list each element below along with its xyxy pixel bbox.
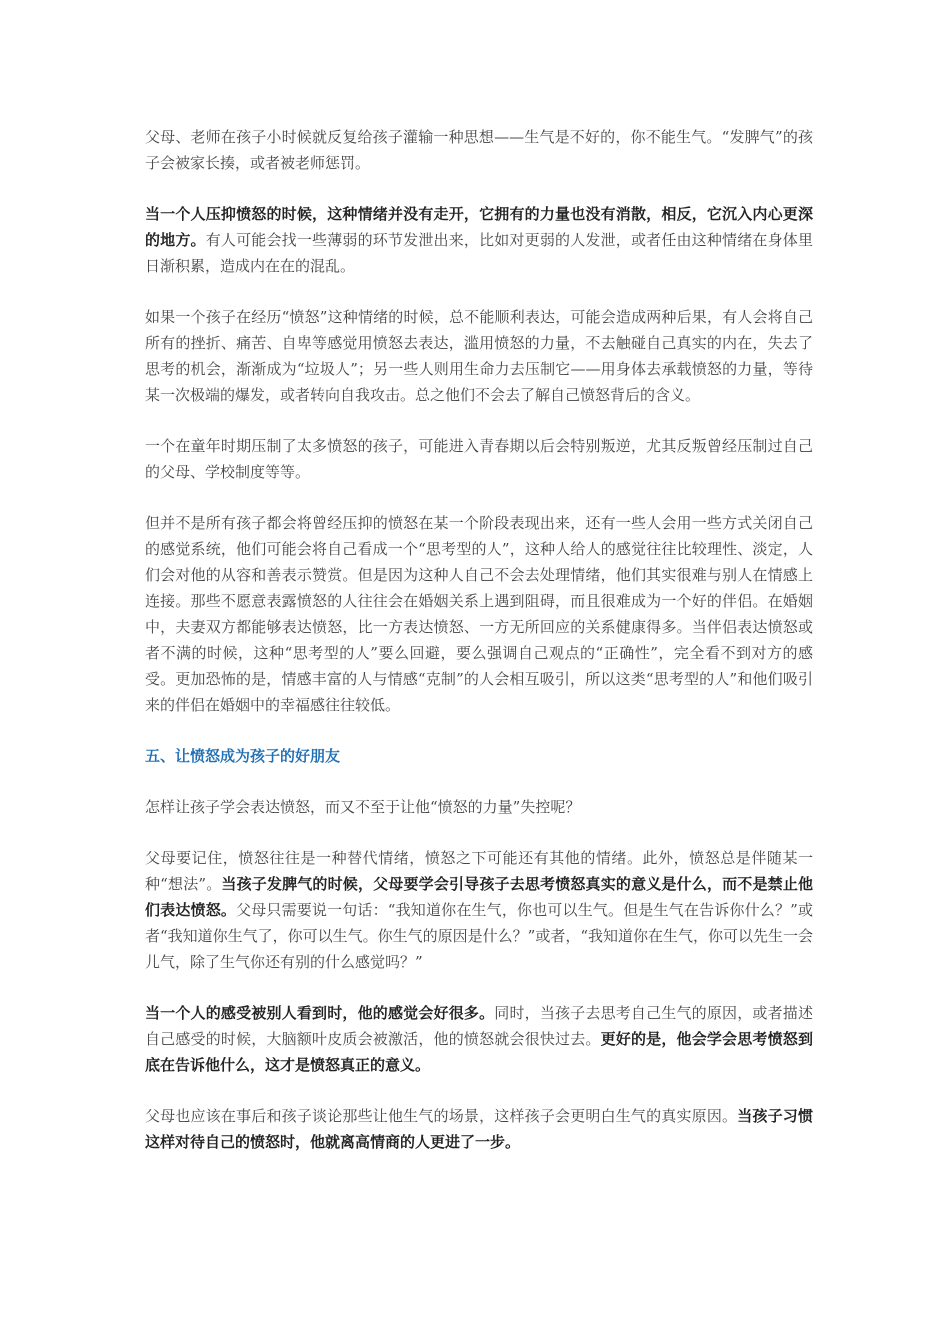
paragraph-text: 父母、老师在孩子小时候就反复给孩子灌输一种思想——生气是不好的，你不能生气。“发脾气”的孩子会被家长揍，或者被老师惩罚。 [145, 128, 813, 172]
paragraph-6 [145, 794, 813, 820]
paragraph-8 [145, 1000, 813, 1078]
paragraph-1 [145, 124, 813, 176]
paragraph-emphasis: 当一个人的感受被别人看到时，他的感觉会好很多。 [145, 1004, 495, 1022]
paragraph-emphasis: 更好的是，他会学会思考愤怒到底在告诉他什么，这才是愤怒真正的意义。 [145, 1030, 813, 1074]
paragraph-text: 怎样让孩子学会表达愤怒，而又不至于让他“愤怒的力量”失控呢？ [145, 798, 581, 816]
article-body [145, 124, 813, 1180]
paragraph-text: 父母只需要说一句话：“我知道你在生气，你也可以生气。但是生气在告诉你什么？”或者“我知道你生气了，你可以生气。你生气的原因是什么？”或者，“我知道你在生气，你可以先生一会儿气，除了生气你还有别的什么感觉吗？” [145, 901, 814, 971]
paragraph-text: 父母要记住，愤怒往往是一种替代情绪，愤怒之下可能还有其他的情绪。此外，愤怒总是伴随某一种“想法”。 [145, 849, 813, 893]
paragraph-4 [145, 433, 813, 485]
section-heading: 五、让愤怒成为孩子的好朋友 [145, 747, 341, 765]
paragraph-text: 同时，当孩子去思考自己生气的原因，或者描述自己感受的时候，大脑额叶皮质会被激活，他的愤怒就会很快过去。 [145, 1004, 813, 1048]
paragraph-text: 但并不是所有孩子都会将曾经压抑的愤怒在某一个阶段表现出来，还有一些人会用一些方式关闭自己的感觉系统，他们可能会将自己看成一个“思考型的人”，这种人给人的感觉往往比较理性、淡定，人们会对他的从容和善表示赞赏。但是因为这种人自己不会去处理情绪，他们其实很难与别人在情感上连接。那些不愿意表露愤怒的人往往会在婚姻关系上遇到阻碍，而且很难成为一个好的伴侣。在婚姻中，夫妻双方都能够表达愤怒，比一方表达愤怒、一方无所回应的关系健康得多。当伴侣表达愤怒或者不满的时候，这种“思考型的人”要么回避，要么强调自己观点的“正确性”，完全看不到对方的感受。更加恐怖的是，情感丰富的人与情感“克制”的人会相互吸引，所以这类“思考型的人”和他们吸引来的伴侣在婚姻中的幸福感往往较低。 [145, 514, 813, 714]
paragraph-3 [145, 304, 813, 408]
paragraph-text: 一个在童年时期压制了太多愤怒的孩子，可能进入青春期以后会特别叛逆，尤其反叛曾经压制过自己的父母、学校制度等等。 [145, 437, 813, 481]
paragraph-emphasis: 当一个人压抑愤怒的时候，这种情绪并没有走开，它拥有的力量也没有消散，相反，它沉入内心更深的地方。 [145, 205, 813, 249]
paragraph-emphasis: 当孩子发脾气的时候，父母要学会引导孩子去思考愤怒真实的意义是什么，而不是禁止他们表达愤怒。 [145, 875, 813, 919]
paragraph-text: 父母也应该在事后和孩子谈论那些让他生气的场景，这样孩子会更明白生气的真实原因。 [145, 1107, 738, 1125]
paragraph-emphasis: 当孩子习惯这样对待自己的愤怒时，他就离高情商的人更进了一步。 [145, 1107, 813, 1151]
paragraph-5 [145, 510, 813, 718]
paragraph-7 [145, 845, 813, 975]
paragraph-text: 有人可能会找一些薄弱的环节发泄出来，比如对更弱的人发泄，或者任由这种情绪在身体里日渐积累，造成内在在的混乱。 [145, 231, 813, 275]
paragraph-2 [145, 201, 813, 279]
paragraph-9 [145, 1103, 813, 1155]
paragraph-text: 如果一个孩子在经历“愤怒”这种情绪的时候，总不能顺利表达，可能会造成两种后果，有人会将自己所有的挫折、痛苦、自卑等感觉用愤怒去表达，滥用愤怒的力量，不去触碰自己真实的内在，失去了思考的机会，渐渐成为“垃圾人”；另一些人则用生命力去压制它——用身体去承载愤怒的力量，等待某一次极端的爆发，或者转向自我攻击。总之他们不会去了解自己愤怒背后的含义。 [145, 308, 813, 404]
